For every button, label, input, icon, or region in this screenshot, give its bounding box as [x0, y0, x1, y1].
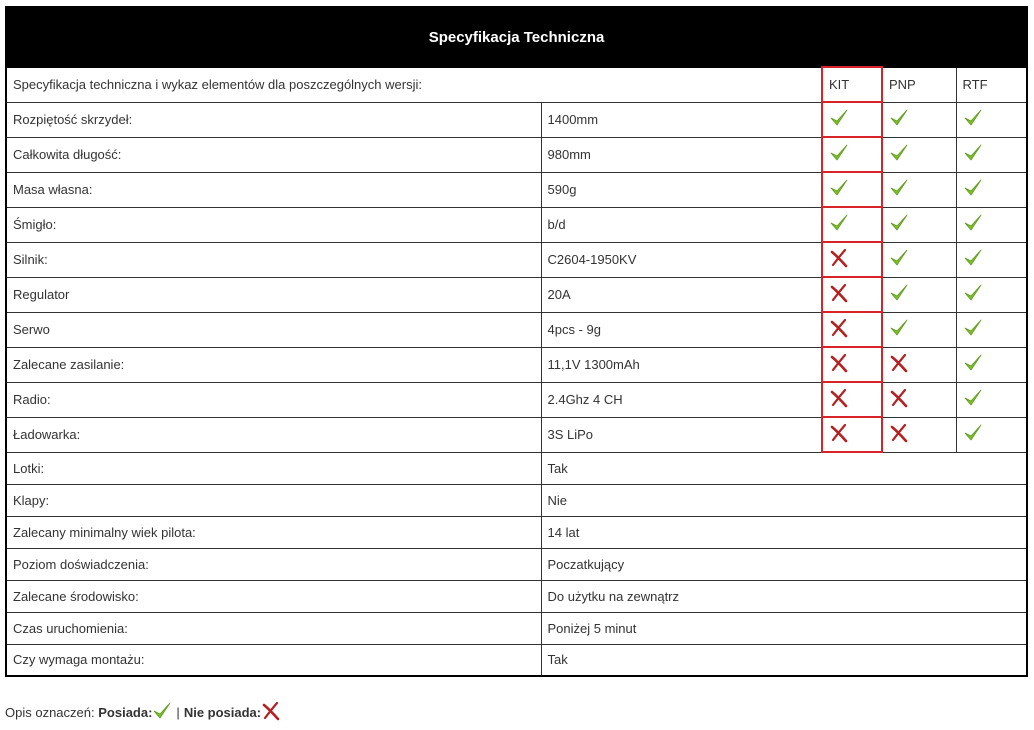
legend-has-label: Posiada: — [98, 705, 153, 720]
check-icon — [829, 213, 849, 233]
kit-cell — [822, 382, 882, 417]
check-icon — [889, 248, 909, 268]
check-icon — [963, 178, 983, 198]
table-row — [6, 242, 1027, 277]
row-label: Rozpiętość skrzydeł: — [6, 102, 541, 137]
table-row — [6, 277, 1027, 312]
row-label: Radio: — [6, 382, 541, 417]
pnp-cell — [882, 277, 956, 312]
table-row — [6, 137, 1027, 172]
version-pnp-header: PNP — [882, 67, 956, 102]
check-icon — [889, 143, 909, 163]
table-row — [6, 172, 1027, 207]
row-value: 1400mm — [541, 102, 822, 137]
row-value: Poczatkujący — [541, 548, 1027, 580]
versions-row — [6, 67, 1027, 102]
check-icon — [963, 318, 983, 338]
check-icon — [829, 178, 849, 198]
check-icon — [152, 701, 172, 721]
pnp-cell — [882, 242, 956, 277]
row-label: Masa własna: — [6, 172, 541, 207]
check-icon — [963, 353, 983, 373]
rtf-cell — [956, 242, 1027, 277]
row-value: 3S LiPo — [541, 417, 822, 452]
table-row — [6, 612, 1027, 644]
pnp-cell — [882, 347, 956, 382]
cross-icon — [889, 388, 909, 408]
check-icon — [963, 248, 983, 268]
row-label: Zalecane środowisko: — [6, 580, 541, 612]
row-value: Tak — [541, 644, 1027, 676]
check-icon — [963, 423, 983, 443]
row-label: Zalecany minimalny wiek pilota: — [6, 516, 541, 548]
pnp-cell — [882, 102, 956, 137]
page-title: Specyfikacja Techniczna — [6, 7, 1027, 67]
kit-cell — [822, 417, 882, 452]
cross-icon — [889, 353, 909, 373]
row-label: Lotki: — [6, 452, 541, 484]
row-label: Ładowarka: — [6, 417, 541, 452]
table-row — [6, 207, 1027, 242]
version-rtf-header: RTF — [956, 67, 1027, 102]
cross-icon — [829, 353, 849, 373]
table-row — [6, 417, 1027, 452]
check-icon — [963, 388, 983, 408]
rtf-cell — [956, 137, 1027, 172]
kit-cell — [822, 277, 882, 312]
pnp-cell — [882, 417, 956, 452]
check-icon — [889, 178, 909, 198]
check-icon — [963, 283, 983, 303]
cross-icon — [261, 701, 281, 721]
row-value: Do użytku na zewnątrz — [541, 580, 1027, 612]
row-value: 11,1V 1300mAh — [541, 347, 822, 382]
kit-cell — [822, 242, 882, 277]
legend-separator: | — [176, 705, 180, 720]
kit-cell — [822, 347, 882, 382]
kit-cell — [822, 207, 882, 242]
check-icon — [963, 108, 983, 128]
pnp-cell — [882, 312, 956, 347]
cross-icon — [829, 248, 849, 268]
row-label: Śmigło: — [6, 207, 541, 242]
row-label: Klapy: — [6, 484, 541, 516]
rtf-cell — [956, 382, 1027, 417]
row-value: 4pcs - 9g — [541, 312, 822, 347]
table-row — [6, 102, 1027, 137]
table-row — [6, 312, 1027, 347]
title-row — [6, 7, 1027, 67]
row-value: b/d — [541, 207, 822, 242]
cross-icon — [829, 283, 849, 303]
check-icon — [889, 108, 909, 128]
check-icon — [889, 318, 909, 338]
rtf-cell — [956, 417, 1027, 452]
row-label: Regulator — [6, 277, 541, 312]
kit-cell — [822, 172, 882, 207]
row-label: Serwo — [6, 312, 541, 347]
row-value: C2604-1950KV — [541, 242, 822, 277]
row-value: 20A — [541, 277, 822, 312]
table-row — [6, 452, 1027, 484]
legend-prefix: Opis oznaczeń: — [5, 705, 95, 720]
row-value: Tak — [541, 452, 1027, 484]
row-value: 980mm — [541, 137, 822, 172]
rtf-cell — [956, 347, 1027, 382]
rtf-cell — [956, 102, 1027, 137]
row-value: 2.4Ghz 4 CH — [541, 382, 822, 417]
check-icon — [963, 143, 983, 163]
rtf-cell — [956, 172, 1027, 207]
check-icon — [889, 283, 909, 303]
row-label: Czy wymaga montażu: — [6, 644, 541, 676]
table-row — [6, 548, 1027, 580]
row-value: Nie — [541, 484, 1027, 516]
version-kit-header: KIT — [822, 67, 882, 102]
pnp-cell — [882, 207, 956, 242]
table-row — [6, 382, 1027, 417]
table-row — [6, 484, 1027, 516]
table-row — [6, 516, 1027, 548]
row-label: Czas uruchomienia: — [6, 612, 541, 644]
check-icon — [829, 143, 849, 163]
pnp-cell — [882, 382, 956, 417]
pnp-cell — [882, 137, 956, 172]
check-icon — [889, 213, 909, 233]
kit-cell — [822, 312, 882, 347]
check-icon — [963, 213, 983, 233]
table-row — [6, 347, 1027, 382]
cross-icon — [829, 423, 849, 443]
cross-icon — [889, 423, 909, 443]
kit-cell — [822, 102, 882, 137]
rtf-cell — [956, 277, 1027, 312]
row-label: Zalecane zasilanie: — [6, 347, 541, 382]
row-value: 14 lat — [541, 516, 1027, 548]
legend — [5, 703, 281, 723]
cross-icon — [829, 318, 849, 338]
pnp-cell — [882, 172, 956, 207]
table-row — [6, 644, 1027, 676]
kit-cell — [822, 137, 882, 172]
row-label: Poziom doświadczenia: — [6, 548, 541, 580]
spec-table — [5, 6, 1028, 677]
cross-icon — [829, 388, 849, 408]
row-value: 590g — [541, 172, 822, 207]
row-label: Całkowita długość: — [6, 137, 541, 172]
intro-text: Specyfikacja techniczna i wykaz elementów dla poszczególnych wersji: — [6, 67, 822, 102]
legend-has-not-label: Nie posiada: — [183, 705, 262, 720]
rtf-cell — [956, 312, 1027, 347]
check-icon — [829, 108, 849, 128]
rtf-cell — [956, 207, 1027, 242]
row-label: Silnik: — [6, 242, 541, 277]
row-value: Poniżej 5 minut — [541, 612, 1027, 644]
table-row — [6, 580, 1027, 612]
